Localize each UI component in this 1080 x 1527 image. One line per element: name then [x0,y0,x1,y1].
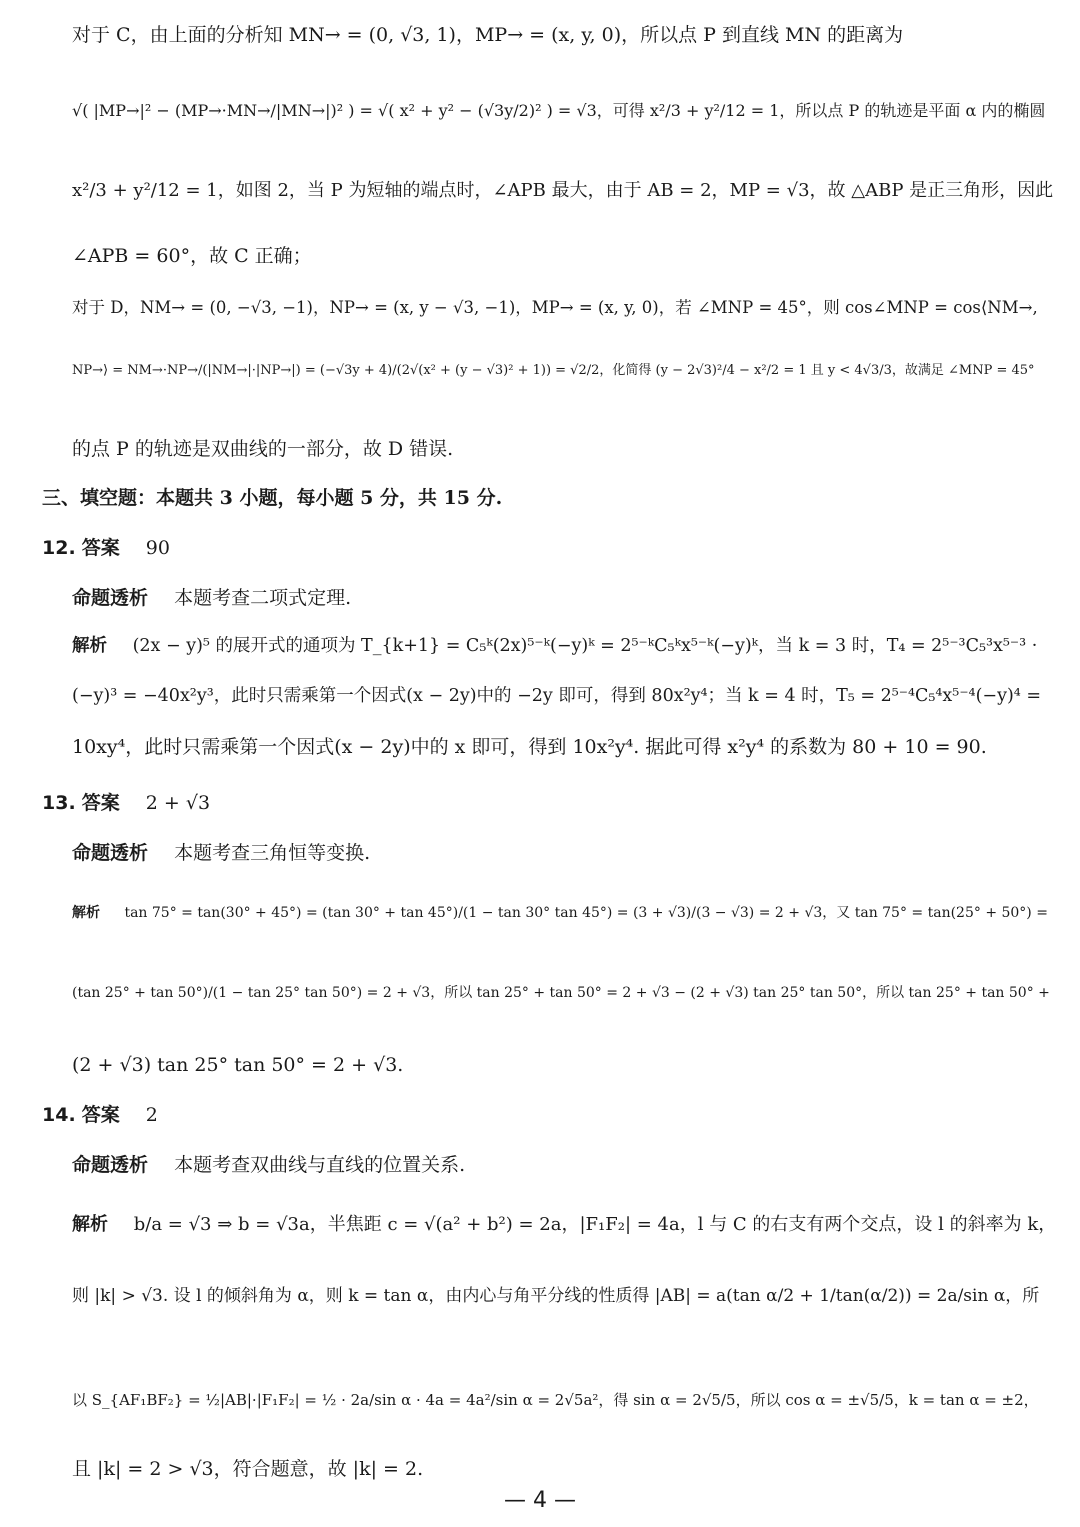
question-number: 14. [42,1104,76,1126]
text-line: 则 |k| > √3. 设 l 的倾斜角为 α，则 k = tan α，由内心与角平分线的性质得 |AB| = a(tan α/2 + 1/tan(α/2)) = 2a/sin α，所 [72,1286,1040,1306]
question-13-solution [72,904,1048,924]
answer-value: 2 + √3 [145,792,211,814]
text-line: √( |MP→|² − (MP→·MN→/|MN→|)² ) = √( x² + y² − (√3y/2)² ) = √3，可得 x²/3 + y²/12 = 1，所以点 P 的轨迹是平面 α 内的椭圆 [72,101,1046,120]
answer-value: 2 [145,1104,158,1126]
question-12-analysis [72,585,1040,612]
answer-label: 答案 [81,792,120,814]
text-line: 的点 P 的轨迹是双曲线的一部分，故 D 错误. [72,438,454,460]
question-number: 13. [42,792,76,814]
text-line: 以 S_{AF₁BF₂} = ½|AB|·|F₁F₂| = ½ · 2a/sin α · 4a = 4a²/sin α = 2√5a²，得 sin α = 2√5/5，所以 cos α = ±√5/5，k = tan α = ±2， [72,1391,1039,1409]
analysis-text: 本题考查二项式定理. [174,587,352,609]
solution-label: 解析 [72,905,100,921]
text-line: 对于 C，由上面的分析知 MN→ = (0, √3, 1)，MP→ = (x, y, 0)，所以点 P 到直线 MN 的距离为 [72,24,904,46]
answer-value: 90 [145,537,170,559]
text-line: (−y)³ = −40x²y³，此时只需乘第一个因式(x − 2y)中的 −2y 即可，得到 80x²y⁴；当 k = 4 时，T₅ = 2⁵⁻⁴C₅⁴x⁵⁻⁴(−y)⁴ = [72,686,1042,706]
question-13-answer [42,790,1040,817]
text-line: 对于 D，NM→ = (0, −√3, −1)，NP→ = (x, y − √3, −1)，MP→ = (x, y, 0)，若 ∠MNP = 45°，则 cos∠MNP = cos⟨NM→, [72,298,1038,317]
text-line: 且 |k| = 2 > √3，符合题意，故 |k| = 2. [72,1458,424,1480]
question-number: 12. [42,537,76,559]
text-line: x²/3 + y²/12 = 1，如图 2，当 P 为短轴的端点时，∠APB 最大，由于 AB = 2，MP = √3，故 △ABP 是正三角形，因此 [72,180,1054,201]
question-13-analysis [72,840,1040,867]
question-14-answer [42,1102,1040,1129]
solution-label: 解析 [72,636,107,656]
analysis-label: 命题透析 [72,842,149,864]
analysis-label: 命题透析 [72,1154,149,1176]
section-title: 三、填空题：本题共 3 小题，每小题 5 分，共 15 分. [42,487,503,509]
question-12-answer [42,535,1040,562]
text-line: (tan 25° + tan 50°)/(1 − tan 25° tan 50°) = 2 + √3，所以 tan 25° + tan 50° = 2 + √3 − (2 + √3) tan 25° tan 50°，所以 tan 25° + tan 50° + [72,985,1050,1001]
solution-label: 解析 [72,1214,108,1235]
answer-label: 答案 [81,1104,120,1126]
text-line: (2 + √3) tan 25° tan 50° = 2 + √3. [72,1054,404,1076]
solution-text: tan 75° = tan(30° + 45°) = (tan 30° + tan 45°)/(1 − tan 30° tan 45°) = (3 + √3)/(3 − √3) = 2 + √3，又 tan 75° = tan(25° + 50°) = [124,905,1048,921]
solution-text: (2x − y)⁵ 的展开式的通项为 T_{k+1} = C₅ᵏ(2x)⁵⁻ᵏ(−y)ᵏ = 2⁵⁻ᵏC₅ᵏx⁵⁻ᵏ(−y)ᵏ，当 k = 3 时，T₄ = 2⁵⁻³C₅³x⁵⁻³ · [132,636,1038,656]
question-14-solution [72,1212,1057,1237]
analysis-text: 本题考查三角恒等变换. [174,842,371,864]
solution-text: b/a = √3 ⇒ b = √3a，半焦距 c = √(a² + b²) = 2a，|F₁F₂| = 4a，l 与 C 的右支有两个交点，设 l 的斜率为 k， [133,1214,1057,1235]
page-number: — 4 — [504,1488,576,1513]
analysis-text: 本题考查双曲线与直线的位置关系. [174,1154,466,1176]
text-line: ∠APB = 60°，故 C 正确； [72,245,312,267]
text-line: NP→⟩ = NM→·NP→/(|NM→|·|NP→|) = (−√3y + 4)/(2√(x² + (y − √3)² + 1)) = √2/2，化简得 (y − 2√3)²/4 − x²/2 = 1 且 y < 4√3/3，故满足 ∠MNP = 45° [72,363,1035,378]
question-12-solution [72,634,1040,659]
text-line: 10xy⁴，此时只需乘第一个因式(x − 2y)中的 x 即可，得到 10x²y⁴. 据此可得 x²y⁴ 的系数为 80 + 10 = 90. [72,736,987,758]
analysis-label: 命题透析 [72,587,149,609]
question-14-analysis [72,1152,1040,1179]
answer-label: 答案 [81,537,120,559]
